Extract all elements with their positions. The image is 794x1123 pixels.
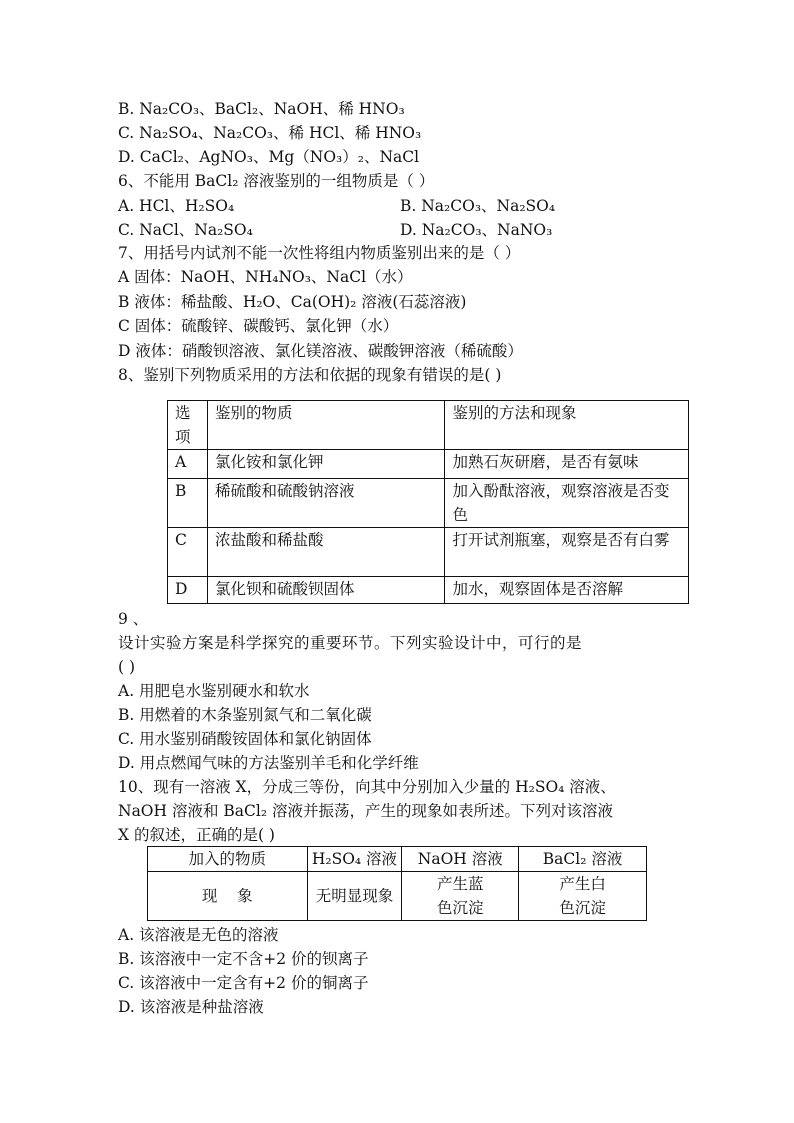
table-header-substance: 鉴别的物质: [207, 401, 445, 450]
table-cell: 产生白色沉淀: [519, 872, 647, 921]
q10-option-c: C. 该溶液中一定含有+2 价的铜离子: [118, 974, 369, 992]
table-row: [168, 577, 689, 604]
table-cell: 氯化铵和氯化钾: [207, 450, 445, 479]
q9-option-a: A. 用肥皂水鉴别硬水和软水: [118, 682, 310, 700]
table-cell: 打开试剂瓶塞，观察是否有白雾: [445, 528, 689, 577]
table-cell: 无明显现象: [307, 872, 402, 921]
table-cell: 稀硫酸和硫酸钠溶液: [207, 479, 445, 528]
q9-option-d: D. 用点燃闻气味的方法鉴别羊毛和化学纤维: [118, 754, 419, 772]
table-row: [168, 450, 689, 479]
table-header-method: 鉴别的方法和现象: [445, 401, 689, 450]
table-cell: 加水，观察固体是否溶解: [445, 577, 689, 604]
table-cell: 产生蓝色沉淀: [402, 872, 519, 921]
table-header-added: 加入的物质: [148, 847, 308, 872]
q5-option-c: C. Na₂SO₄、Na₂CO₃、稀 HCl、稀 HNO₃: [118, 124, 422, 142]
q9-option-b: B. 用燃着的木条鉴别氮气和二氧化碳: [118, 706, 372, 724]
table-row: [168, 479, 689, 528]
table-cell: 加熟石灰研磨，是否有氨味: [445, 450, 689, 479]
table-row: [148, 847, 647, 872]
table-header-naoh: NaOH 溶液: [402, 847, 519, 872]
q7-option-c: C 固体：硫酸锌、碳酸钙、氯化钾（水）: [118, 317, 399, 335]
table-row: [168, 528, 689, 577]
table-cell: 加入酚酞溶液，观察溶液是否变色: [445, 479, 689, 528]
table-cell: 浓盐酸和稀盐酸: [207, 528, 445, 577]
q9-number: 9 、: [118, 610, 149, 628]
q10-option-b: B. 该溶液中一定不含+2 价的钡离子: [118, 950, 369, 968]
q6-option-c: C. NaCl、Na₂SO₄: [118, 221, 253, 239]
q8-stem: 8、鉴别下列物质采用的方法和依据的现象有错误的是( ): [118, 366, 502, 384]
q5-option-d: D. CaCl₂、AgNO₃、Mg（NO₃）₂、NaCl: [118, 148, 420, 166]
table-cell: C: [168, 528, 208, 577]
q10-stem-line-2: NaOH 溶液和 BaCl₂ 溶液并振荡，产生的现象如表所述。下列对该溶液: [118, 802, 613, 820]
table-row: [168, 401, 689, 450]
q7-option-d: D 液体：硝酸钡溶液、氯化镁溶液、碳酸钾溶液（稀硫酸）: [118, 342, 523, 360]
table-cell-phenomenon: 现 象: [148, 872, 308, 921]
q6-option-d: D. Na₂CO₃、NaNO₃: [400, 221, 553, 239]
table-cell: D: [168, 577, 208, 604]
table-header-option: 选项: [168, 401, 208, 450]
q7-option-a: A 固体：NaOH、NH₄NO₃、NaCl（水）: [118, 268, 413, 286]
q9-option-c: C. 用水鉴别硝酸铵固体和氯化钠固体: [118, 730, 372, 748]
table-row: [148, 872, 647, 921]
table-cell: B: [168, 479, 208, 528]
table-header-h2so4: H₂SO₄ 溶液: [307, 847, 402, 872]
table-cell: A: [168, 450, 208, 479]
q7-stem: 7、用括号内试剂不能一次性将组内物质鉴别出来的是（ ）: [118, 244, 521, 262]
q6-option-b: B. Na₂CO₃、Na₂SO₄: [400, 197, 556, 215]
table-cell: 氯化钡和硫酸钡固体: [207, 577, 445, 604]
q10-option-d: D. 该溶液是种盐溶液: [118, 998, 264, 1016]
q9-blank: ( ): [118, 658, 136, 676]
q10-option-a: A. 该溶液是无色的溶液: [118, 926, 279, 944]
q9-stem: 设计实验方案是科学探究的重要环节。下列实验设计中，可行的是: [118, 634, 583, 652]
q6-stem: 6、不能用 BaCl₂ 溶液鉴别的一组物质是（ ）: [118, 172, 435, 190]
q5-option-b: B. Na₂CO₃、BaCl₂、NaOH、稀 HNO₃: [118, 100, 405, 118]
q7-option-b: B 液体：稀盐酸、H₂O、Ca(OH)₂ 溶液(石蕊溶液): [118, 293, 467, 311]
q10-stem-line-1: 10、现有一溶液 X，分成三等份，向其中分别加入少量的 H₂SO₄ 溶液、: [118, 778, 616, 796]
table-header-bacl2: BaCl₂ 溶液: [519, 847, 647, 872]
q10-stem-line-3: X 的叙述，正确的是( ): [118, 826, 275, 844]
q6-option-a: A. HCl、H₂SO₄: [118, 197, 235, 215]
q8-table: [167, 400, 689, 604]
q10-table: [147, 846, 647, 921]
